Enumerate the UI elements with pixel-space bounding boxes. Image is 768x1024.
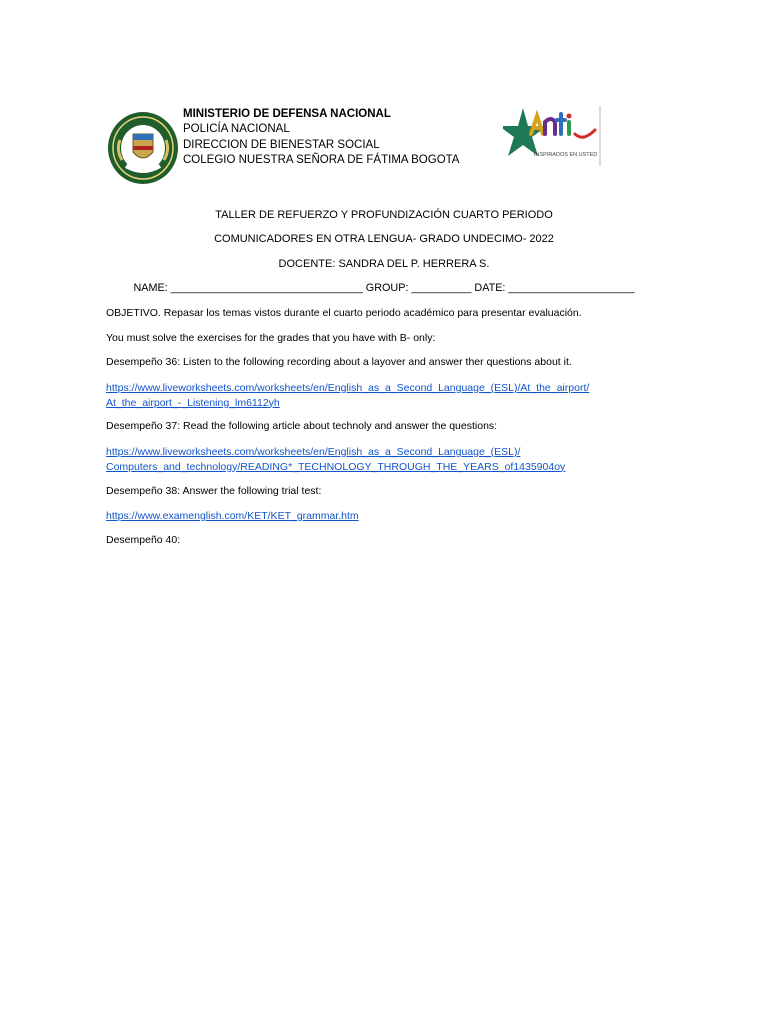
desempeno-40-label: Desempeño 40: — [106, 534, 181, 546]
link-line[interactable]: Computers_and_technology/READING*_TECHNOLOGY_THROUGH_THE_YEARS_of1435904oy — [106, 460, 566, 473]
link-line[interactable]: https://www.liveworksheets.com/worksheets/en/English_as_a_Second_Language_(ESL)/At_the_airport/ — [106, 382, 590, 394]
desempeno-38-link[interactable] — [106, 509, 359, 524]
instruction-text: You must solve the exercises for the grades that you have with B- only: — [106, 332, 436, 344]
police-name: POLICÍA NACIONAL — [183, 123, 290, 136]
anti-star-logo — [503, 104, 603, 168]
desempeno-37-link[interactable] — [106, 445, 565, 474]
desempeno-38-label: Desempeño 38: Answer the following trial test: — [106, 485, 322, 497]
police-seal-icon — [106, 110, 180, 186]
link-line[interactable]: https://www.liveworksheets.com/worksheets/en/English_as_a_Second_Language_(ESL)/ — [106, 446, 521, 458]
link-line[interactable]: At_the_airport_-_Listening_lm6112yh — [106, 396, 280, 409]
svg-text:INSPIRADOS EN USTED: INSPIRADOS EN USTED — [534, 152, 598, 158]
teacher-title: DOCENTE: SANDRA DEL P. HERRERA S. — [278, 258, 490, 270]
school-name: COLEGIO NUESTRA SEÑORA DE FÁTIMA BOGOTA — [183, 153, 460, 166]
course-title: COMUNICADORES EN OTRA LENGUA- GRADO UNDECIMO- 2022 — [214, 233, 554, 245]
direction-name: DIRECCION DE BIENESTAR SOCIAL — [183, 138, 380, 151]
objective-text: OBJETIVO. Repasar los temas vistos durante el cuarto periodo académico para presentar evaluación. — [106, 307, 582, 319]
institution-header — [183, 107, 459, 168]
student-info-line: NAME: ________________________________ GROUP: __________ DATE: _____________________ — [133, 282, 635, 294]
link-line[interactable]: https://www.examenglish.com/KET/KET_grammar.htm — [106, 510, 359, 522]
desempeno-36-link[interactable] — [106, 381, 589, 410]
workshop-title: TALLER DE REFUERZO Y PROFUNDIZACIÓN CUARTO PERIODO — [215, 209, 553, 221]
ministry-name: MINISTERIO DE DEFENSA NACIONAL — [183, 108, 391, 120]
desempeno-36-label: Desempeño 36: Listen to the following recording about a layover and answer ther questions about it. — [106, 356, 572, 368]
desempeno-37-label: Desempeño 37: Read the following article about technoly and answer the questions: — [106, 420, 498, 432]
